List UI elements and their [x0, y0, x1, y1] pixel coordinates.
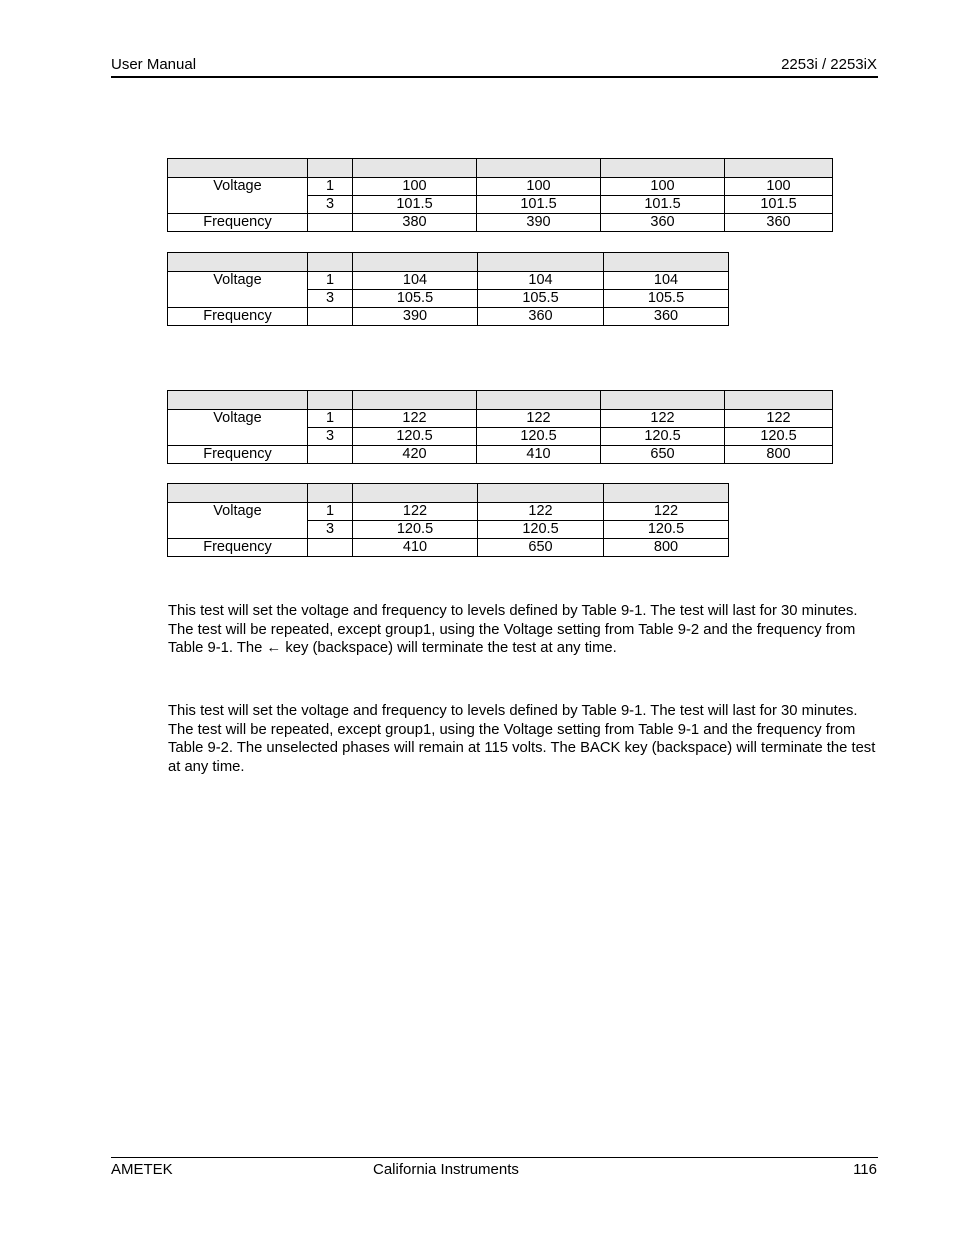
voltage-cell: 104 — [353, 272, 478, 290]
frequency-cell: 360 — [725, 214, 833, 232]
voltage-cell: 104 — [604, 272, 729, 290]
spec-table-1 — [167, 158, 833, 232]
spec-table-4 — [167, 483, 729, 557]
group-id: 1 — [308, 178, 353, 196]
frequency-label: Frequency — [168, 539, 308, 557]
footer-rule — [111, 1157, 878, 1158]
table-row — [168, 539, 729, 557]
frequency-label: Frequency — [168, 446, 308, 464]
frequency-cell: 410 — [477, 446, 601, 464]
table-header-row — [168, 391, 833, 410]
empty-cell — [308, 539, 353, 557]
voltage-cell: 105.5 — [353, 290, 478, 308]
frequency-cell: 380 — [353, 214, 477, 232]
voltage-cell: 122 — [353, 410, 477, 428]
header-rule — [111, 76, 878, 78]
footer-division: California Instruments — [373, 1161, 519, 1178]
voltage-cell: 100 — [477, 178, 601, 196]
header-model: 2253i / 2253iX — [781, 56, 877, 73]
test-description-paragraph: This test will set the voltage and frequency to levels defined by Table 9-1. The test will last for 30 minutes. The test will be repeated, except group1, using the Voltage setting from Table 9-1 and the frequency from Table 9-2. The unselected phases will remain at 115 volts. The BACK key (backspace) will terminate the test at any time. — [168, 703, 876, 775]
group-id: 1 — [308, 503, 353, 521]
group-id: 3 — [308, 521, 353, 539]
group-id: 3 — [308, 290, 353, 308]
voltage-cell: 105.5 — [478, 290, 604, 308]
spec-table-2 — [167, 252, 729, 326]
table-row — [168, 178, 833, 196]
voltage-label: Voltage — [168, 272, 308, 308]
voltage-cell: 101.5 — [601, 196, 725, 214]
frequency-cell: 800 — [604, 539, 729, 557]
page-number: 116 — [853, 1161, 877, 1178]
voltage-label: Voltage — [168, 410, 308, 446]
frequency-cell: 360 — [478, 308, 604, 326]
test-description-paragraph: This test will set the voltage and frequency to levels defined by Table 9-1. The test will last for 30 minutes. The test will be repeated, except group1, using the Voltage setting from Table 9-2 and the frequency from Table 9-1. The ← key (backspace) will terminate the test at any time. — [168, 603, 858, 656]
voltage-cell: 104 — [478, 272, 604, 290]
voltage-cell: 122 — [604, 503, 729, 521]
voltage-cell: 100 — [601, 178, 725, 196]
table-row — [168, 214, 833, 232]
voltage-cell: 122 — [478, 503, 604, 521]
table-header-row — [168, 159, 833, 178]
frequency-cell: 420 — [353, 446, 477, 464]
voltage-cell: 120.5 — [353, 521, 478, 539]
frequency-cell: 390 — [353, 308, 478, 326]
table-header-row — [168, 253, 729, 272]
voltage-cell: 101.5 — [477, 196, 601, 214]
frequency-cell: 360 — [601, 214, 725, 232]
table-header-row — [168, 484, 729, 503]
frequency-cell: 360 — [604, 308, 729, 326]
empty-cell — [308, 308, 353, 326]
spec-table-3 — [167, 390, 833, 464]
voltage-cell: 120.5 — [353, 428, 477, 446]
voltage-cell: 105.5 — [604, 290, 729, 308]
voltage-cell: 100 — [725, 178, 833, 196]
empty-cell — [308, 214, 353, 232]
voltage-cell: 120.5 — [478, 521, 604, 539]
table-row — [168, 410, 833, 428]
table-row — [168, 446, 833, 464]
voltage-label: Voltage — [168, 503, 308, 539]
voltage-cell: 122 — [725, 410, 833, 428]
header-title: User Manual — [111, 56, 197, 73]
voltage-cell: 120.5 — [725, 428, 833, 446]
voltage-cell: 120.5 — [601, 428, 725, 446]
voltage-cell: 120.5 — [604, 521, 729, 539]
footer-company: AMETEK — [111, 1161, 173, 1178]
group-id: 1 — [308, 410, 353, 428]
group-id: 3 — [308, 428, 353, 446]
frequency-label: Frequency — [168, 308, 308, 326]
frequency-cell: 650 — [601, 446, 725, 464]
voltage-cell: 120.5 — [477, 428, 601, 446]
frequency-label: Frequency — [168, 214, 308, 232]
voltage-cell: 101.5 — [725, 196, 833, 214]
empty-cell — [308, 446, 353, 464]
table-row — [168, 308, 729, 326]
voltage-cell: 101.5 — [353, 196, 477, 214]
table-row — [168, 503, 729, 521]
voltage-cell: 122 — [353, 503, 478, 521]
voltage-cell: 122 — [477, 410, 601, 428]
frequency-cell: 390 — [477, 214, 601, 232]
voltage-cell: 122 — [601, 410, 725, 428]
voltage-label: Voltage — [168, 178, 308, 214]
table-row — [168, 272, 729, 290]
group-id: 1 — [308, 272, 353, 290]
frequency-cell: 410 — [353, 539, 478, 557]
voltage-cell: 100 — [353, 178, 477, 196]
frequency-cell: 800 — [725, 446, 833, 464]
group-id: 3 — [308, 196, 353, 214]
frequency-cell: 650 — [478, 539, 604, 557]
